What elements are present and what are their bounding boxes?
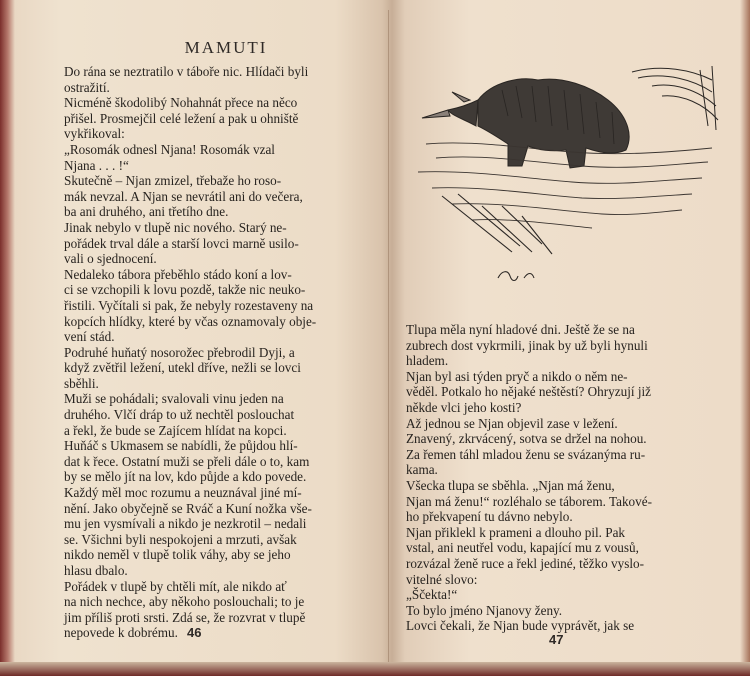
text-line: ostražití. [64,79,110,95]
chapter-title: MAMUTI [184,38,268,57]
text-line: sběhli. [64,375,99,391]
text-line: a řekl, že bude se Zajícem hlídat na kopci. [64,422,287,438]
text-line: hladem. [406,353,449,369]
text-line: by se mělo jít na lov, kdo půjde a kdo povede. [64,469,307,485]
text-line: Podruhé huňatý nosorožec přebrodil Dyji, a [64,344,295,360]
text-line: pořádek trval dále a starší lovci marně usilo- [64,235,299,251]
text-line: kopcích hlídky, které by včas oznamovaly obje- [64,313,317,329]
right-page [392,0,744,664]
rhino-horn [422,110,450,118]
rhinoceros-illustration [412,56,728,296]
text-line: vení stád. [64,329,115,345]
text-line: Nicméně škodolibý Nohahnát přece na něco [64,95,298,111]
text-line: dat k řece. Ostatní muži se přeli dále o to, kam [64,453,310,469]
text-line: Znavený, zkrvácený, sotva se držel na nohou. [406,431,647,447]
text-line: Všecka tlupa se sběhla. „Njan má ženu, [406,477,615,493]
text-line: mu jen vysmívali a nikdo je nezkrotil – nedali [64,516,307,532]
text-line: hlasu dbalo. [64,563,128,578]
text-line: Huňáč s Ukmasem se nabídli, že půjdou hlí- [64,438,298,454]
text-line: nepovede k dobrému. [64,625,178,641]
text-line: Skutečně – Njan zmizel, třebaže ho roso- [64,173,282,189]
text-line: Pořádek v tlupě by chtěli mít, ale nikdo ať [64,578,287,594]
text-line: Muži se pohádali; svalovali vinu jeden na [64,391,284,407]
text-line: nikdo neměl v tlupě tolik váhy, aby se jeho [64,547,291,563]
text-line: Za řemen táhl mladou ženu se svázanýma ru- [406,446,646,462]
text-line: někde vlci jeho kosti? [406,399,522,415]
page-number-left: 46 [187,625,202,640]
left-page [16,10,389,664]
text-line: Nedaleko tábora přeběhlo stádo koní a lov- [64,266,292,282]
text-line: kama. [406,462,438,478]
text-line: Každý měl moc rozumu a neuznával jiné mí- [64,485,302,501]
text-line: mák nevzal. A Njan se nevrátil ani do večera, [64,188,303,204]
text-line: Njan přiklekl k prameni a dlouho pil. Pak [406,524,626,540]
text-line: na nich nechce, aby někoho poslouchali; to je [64,594,305,610]
text-line: nění. Jako obyčejně se Rváč a Kuní nožka vše- [64,500,312,516]
text-line: vstal, ani neutřel vodu, kapající mu z vousů, [406,540,639,556]
text-line: jim příliš proti srsti. Zdá se, že rozvrat v tlupě [64,609,306,625]
text-line: ba ani druhého, ani třetího dne. [64,204,229,220]
text-line: Njan byl asi týden pryč a nikdo o něm ne- [406,368,628,384]
text-line: „Rosomák odnesl Njana! Rosomák vzal [64,141,275,157]
book-bottom-edge [0,662,750,676]
text-line: To bylo jméno Njanovy ženy. [406,602,563,618]
text-line: vitelné slovo: [406,571,478,587]
text-line: řistili. Vyčítali si pak, že nebyly rozestaveny na [64,297,314,313]
text-line: přišel. Prosmejčil celé ležení a pak u ohniště [64,110,299,126]
text-line: ho překvapení tu dávno nebylo. [406,509,573,525]
rhinoceros-figure [448,79,629,168]
text-line: Lovci čekali, že Njan bude vyprávět, jak se [406,618,635,634]
text-line: Až jednou se Njan objevil zase v ležení. [406,415,618,431]
text-line: když zvětřil ležení, utekl dříve, nežli se lovci [64,360,301,376]
right-page-text [406,322,652,634]
text-line: rozvázal ženě ruce a řekl jediné, těžko vyslo- [406,555,644,571]
text-line: Njana . . . !“ [64,157,129,173]
text-line: věděl. Potkalo ho nějaké neštěstí? Ohryzují již [406,384,651,400]
text-line: druhého. Vlčí dráp to už nechtěl poslouchat [64,407,295,423]
text-line: se. Všichni byli nespokojeni a mrzuti, avšak [64,531,297,547]
text-line: zubrech dost vykrmili, jinak by už byli hynuli [406,337,648,353]
text-line: vykřikoval: [64,126,125,142]
text-line: Tlupa měla nyní hladové dni. Ještě že se na [406,322,635,337]
page-number-right: 47 [549,632,564,647]
text-line: Njan má ženu!“ rozléhalo se táborem. Takové- [406,493,652,509]
text-line: vali o sjednocení. [64,251,157,267]
left-page-text [64,64,316,641]
text-line: Jinak nebylo v tlupě nic nového. Starý ne- [64,219,287,235]
text-line: Do rána se neztratilo v táboře nic. Hlídači byli [64,64,309,79]
text-line: „Ščekta!“ [406,587,458,603]
text-line: ci se vzchopili k lovu pozdě, takže nic neuko- [64,282,306,298]
